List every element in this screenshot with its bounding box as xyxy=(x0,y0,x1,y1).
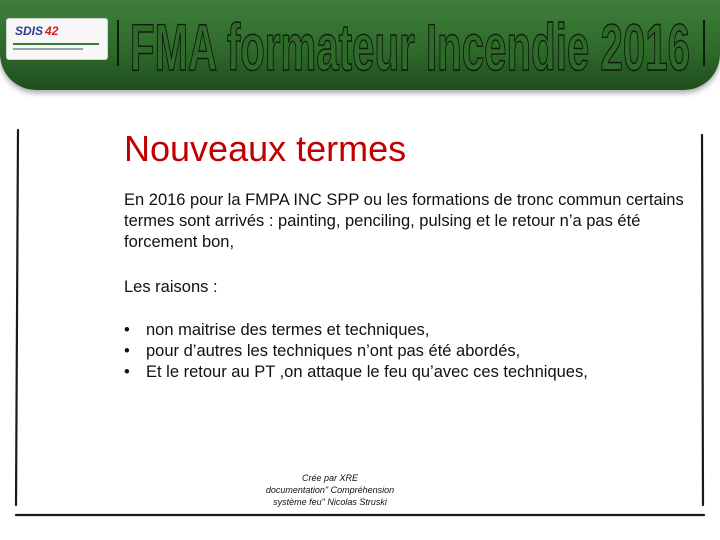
credit-line: Crée par XRE xyxy=(301,473,359,483)
sdis-logo xyxy=(6,18,108,60)
bullet-icon: • xyxy=(124,321,130,339)
list-item xyxy=(124,341,714,362)
bullet-text: pour d’autres les techniques n’ont pas été abordés, xyxy=(146,342,521,360)
frame-left-edge xyxy=(16,130,18,505)
credit-line: documentation" Compréhension xyxy=(265,485,395,495)
bullet-text: non maitrise des termes et techniques, xyxy=(146,321,430,339)
logo-swoosh xyxy=(13,43,99,45)
intro-paragraph: En 2016 pour la FMPA INC SPP ou les formations de tronc commun certains termes sont arrivés : painting, penciling, pulsing et le retour n’a pas été forcement bon, xyxy=(124,191,684,251)
logo-swoosh-secondary xyxy=(13,48,83,50)
bullet-icon: • xyxy=(124,363,130,381)
bullet-icon: • xyxy=(124,342,130,360)
header-divider-right xyxy=(703,20,705,66)
header-divider xyxy=(117,20,119,66)
logo-number: 42 xyxy=(45,24,59,38)
reasons-list xyxy=(124,320,714,383)
slide-title: Nouveaux termes xyxy=(124,128,407,169)
svg-text:FMA formateur Incendie 2016: FMA formateur Incendie 2016 xyxy=(130,12,690,82)
list-item xyxy=(124,362,714,383)
credit-line: système feu" Nicolas Struski xyxy=(273,497,387,507)
logo-text: SDIS 42 xyxy=(15,24,59,38)
reasons-label: Les raisons : xyxy=(124,278,218,296)
credit-note xyxy=(245,472,415,508)
header-title xyxy=(120,12,700,82)
list-item xyxy=(124,320,714,341)
bullet-text: Et le retour au PT ,on attaque le feu qu’avec ces techniques, xyxy=(146,363,588,381)
